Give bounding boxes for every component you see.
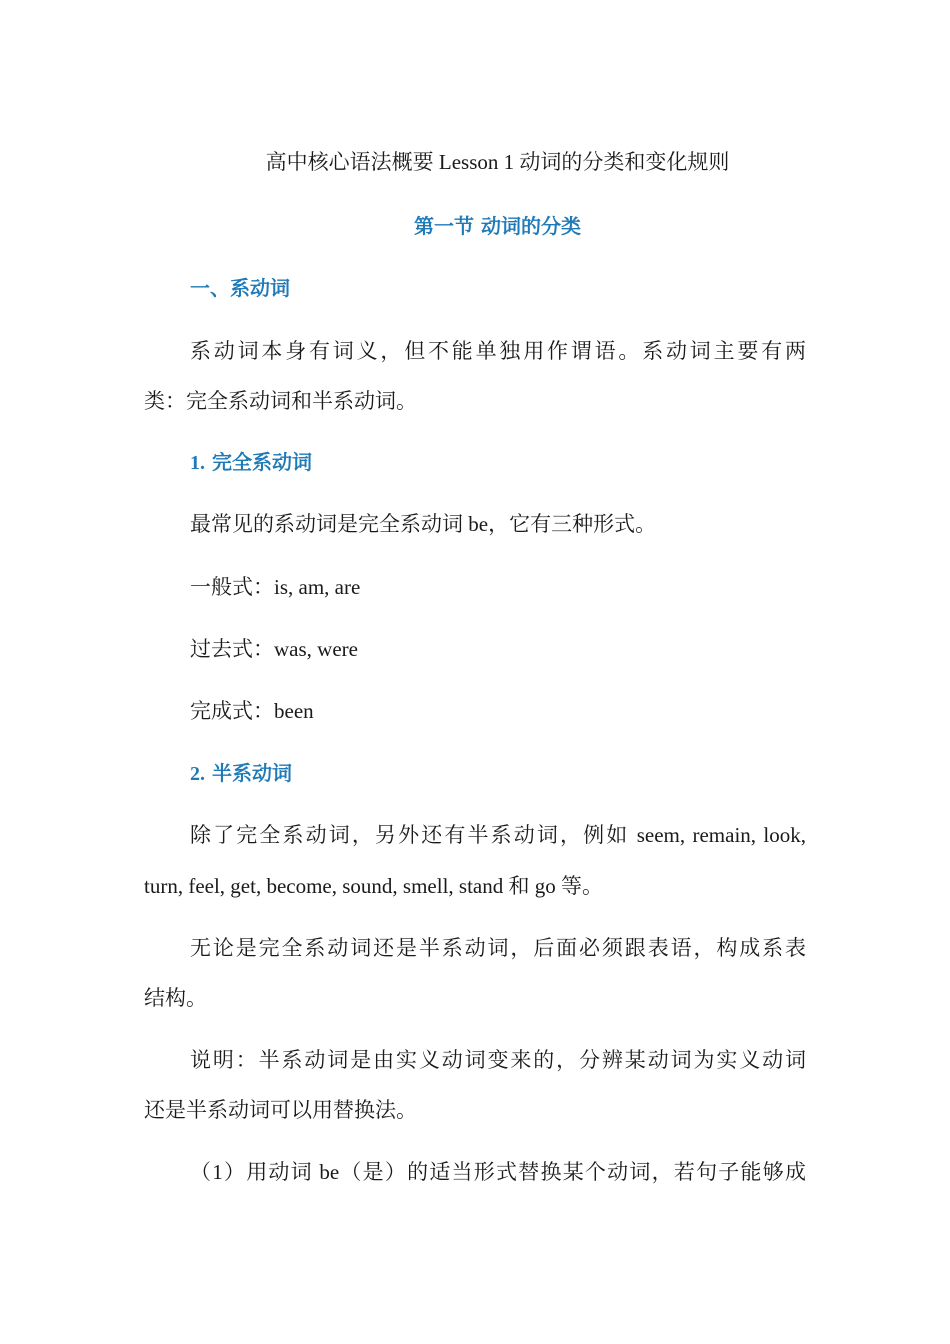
heading-semi-linking-verb (190, 759, 292, 788)
heading-text: 半系动词 (205, 761, 292, 785)
paragraph-1-line-2: 类：完全系动词和半系动词。 (144, 389, 417, 413)
paragraph-3-line-2: turn, feel, get, become, sound, smell, stand 和 go 等。 (144, 874, 603, 898)
form-perfect: 完成式：been (190, 699, 314, 723)
heading-number: 1. (190, 452, 205, 474)
paragraph-5-line-1: 说明：半系动词是由实义动词变来的，分辨某动词为实义动词 (190, 1048, 806, 1072)
heading-full-linking-verb (190, 448, 312, 477)
heading-number: 2. (190, 763, 205, 785)
paragraph-5-line-2: 还是半系动词可以用替换法。 (144, 1098, 417, 1122)
document-title: 高中核心语法概要 Lesson 1 动词的分类和变化规则 (265, 150, 730, 174)
section-title: 第一节 动词的分类 (414, 214, 581, 238)
form-general: 一般式：is, am, are (190, 575, 361, 599)
form-past: 过去式：was, were (190, 637, 358, 661)
heading-text: 完全系动词 (205, 450, 312, 474)
paragraph-1-line-1: 系动词本身有词义，但不能单独用作谓语。系动词主要有两 (190, 339, 806, 363)
paragraph-2: 最常见的系动词是完全系动词 be，它有三种形式。 (190, 512, 657, 536)
paragraph-3-line-1: 除了完全系动词，另外还有半系动词，例如 seem, remain, look, (190, 823, 806, 847)
heading-linking-verbs: 一、系动词 (190, 276, 290, 300)
paragraph-4-line-2: 结构。 (144, 986, 207, 1010)
paragraph-6-line-1: （1）用动词 be（是）的适当形式替换某个动词，若句子能够成 (190, 1160, 806, 1184)
paragraph-4-line-1: 无论是完全系动词还是半系动词，后面必须跟表语，构成系表 (190, 936, 806, 960)
